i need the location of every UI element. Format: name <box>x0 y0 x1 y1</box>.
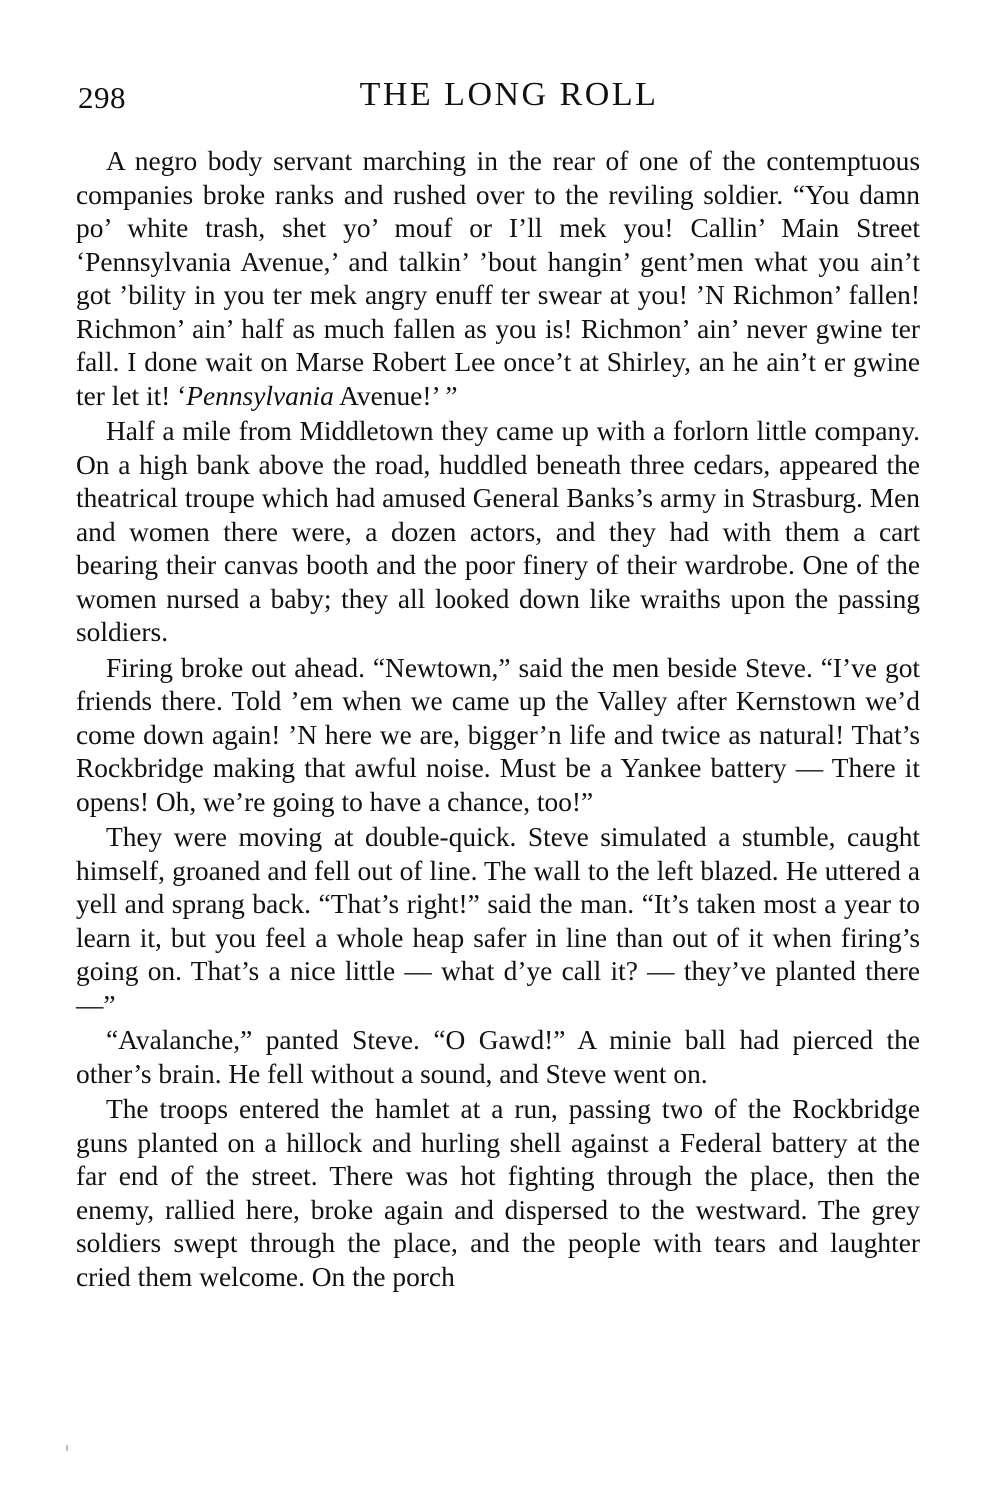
paragraph-1-text-a: A negro body servant marching in the rear of one of the contemptuous companies broke ranks and rushed over to the reviling soldier. “You damn po’ white trash, shet yo’ mouf or I’ll mek you! Callin’ Main Street ‘Pennsylvania Avenue,’ and talkin’ ’bout hangin’ gent’men what you ain’t got ’bility in you ter mek angry enuff ter swear at you! ’N Richmon’ fallen! Richmon’ ain’ half as much fallen as you is! Richmon’ ain’ never gwine ter fall. I done wait on Marse Robert Lee once’t at Shirley, an he ain’t er gwine ter let it! ‘ <box>76 146 920 411</box>
paragraph-1 <box>76 145 920 413</box>
paragraph-4: They were moving at double-quick. Steve simulated a stumble, caught himself, groaned and fell out of line. The wall to the left blazed. He uttered a yell and sprang back. “That’s right!” said the man. “It’s taken most a year to learn it, but you feel a whole heap safer in line than out of it when firing’s going on. That’s a nice little — what d’ye call it? — they’ve planted there —” <box>76 822 920 1020</box>
scan-speck <box>66 1445 68 1451</box>
paragraph-2: Half a mile from Middletown they came up with a forlorn little company. On a high bank above the road, huddled beneath three cedars, appeared the theatrical troupe which had amused General Banks’s army in Strasburg. Men and women there were, a dozen actors, and they had with them a cart bearing their canvas booth and the poor finery of their wardrobe. One of the women nursed a baby; they all looked down like wraiths upon the passing soldiers. <box>76 416 920 647</box>
body-text <box>76 145 920 1294</box>
page-header <box>78 76 922 126</box>
paragraph-3: Firing broke out ahead. “Newtown,” said the men beside Steve. “I’ve got friends there. Told ’em when we came up the Valley after Kernstown we’d come down again! ’N here we are, bigger’n life and twice as natural! That’s Rockbridge making that awful noise. Must be a Yankee battery — There it opens! Oh, we’re going to have a chance, too!” <box>76 652 920 817</box>
page-number: 298 <box>78 80 126 115</box>
running-title: THE LONG ROLL <box>359 76 659 113</box>
paragraph-5: “Avalanche,” panted Steve. “O Gawd!” A minie ball had pierced the other’s brain. He fell without a sound, and Steve went on. <box>76 1025 920 1089</box>
paragraph-6: The troops entered the hamlet at a run, passing two of the Rockbridge guns planted on a hillock and hurling shell against a Federal battery at the far end of the street. There was hot fighting through the place, then the enemy, rallied here, broke again and dispersed to the westward. The grey soldiers swept through the place, and the people with tears and laughter cried them welcome. On the porch <box>76 1094 920 1292</box>
paragraph-1-italic-text: Pennsylvania <box>186 380 334 411</box>
paragraph-1-text-b: Avenue!’ ” <box>333 380 458 411</box>
